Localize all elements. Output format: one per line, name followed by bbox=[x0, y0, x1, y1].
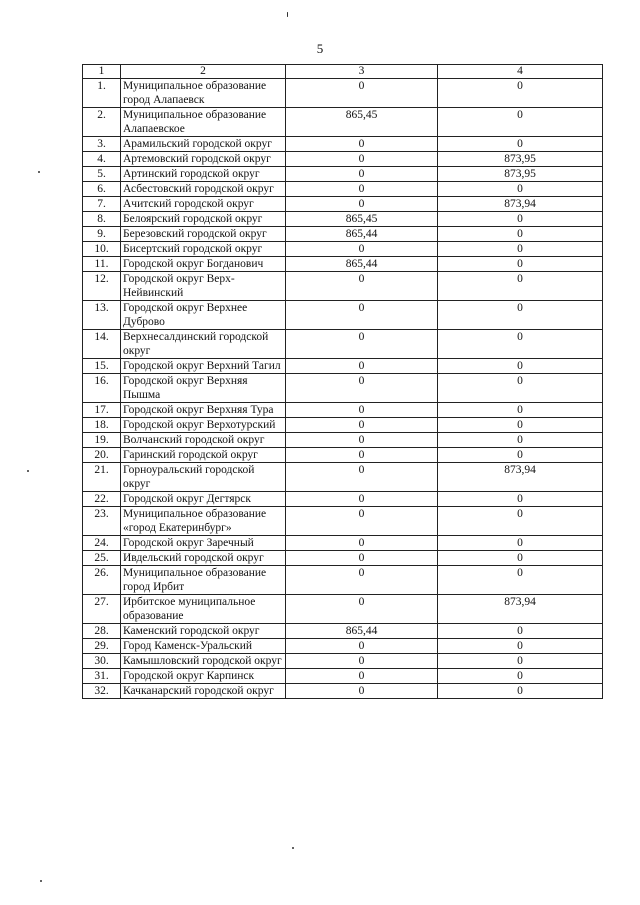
value-col3: 0 bbox=[286, 301, 438, 330]
row-number: 10. bbox=[83, 242, 121, 257]
row-number: 15. bbox=[83, 359, 121, 374]
value-col4: 0 bbox=[438, 272, 603, 301]
row-number: 19. bbox=[83, 433, 121, 448]
table-row bbox=[83, 272, 603, 301]
value-col4: 0 bbox=[438, 448, 603, 463]
table-row bbox=[83, 182, 603, 197]
row-number: 1. bbox=[83, 79, 121, 108]
municipality-name: Белоярский городской округ bbox=[121, 212, 286, 227]
table-row bbox=[83, 463, 603, 492]
value-col3: 0 bbox=[286, 507, 438, 536]
table-row bbox=[83, 492, 603, 507]
municipality-name: Муниципальное образование Алапаевское bbox=[121, 108, 286, 137]
municipality-name: Каменский городской округ bbox=[121, 624, 286, 639]
value-col4: 0 bbox=[438, 654, 603, 669]
value-col4: 0 bbox=[438, 536, 603, 551]
row-number: 17. bbox=[83, 403, 121, 418]
scan-speck bbox=[27, 470, 29, 472]
table-row bbox=[83, 197, 603, 212]
allocation-table bbox=[82, 64, 603, 699]
table-row bbox=[83, 152, 603, 167]
table-row bbox=[83, 418, 603, 433]
header-cell: 3 bbox=[286, 65, 438, 79]
table-row bbox=[83, 536, 603, 551]
municipality-name: Ивдельский городской округ bbox=[121, 551, 286, 566]
row-number: 29. bbox=[83, 639, 121, 654]
row-number: 8. bbox=[83, 212, 121, 227]
value-col3: 0 bbox=[286, 242, 438, 257]
value-col3: 0 bbox=[286, 448, 438, 463]
row-number: 5. bbox=[83, 167, 121, 182]
table-row bbox=[83, 301, 603, 330]
table-row bbox=[83, 507, 603, 536]
value-col4: 0 bbox=[438, 507, 603, 536]
value-col3: 0 bbox=[286, 551, 438, 566]
value-col4: 0 bbox=[438, 403, 603, 418]
value-col3: 0 bbox=[286, 197, 438, 212]
value-col3: 0 bbox=[286, 359, 438, 374]
value-col3: 0 bbox=[286, 137, 438, 152]
value-col3: 865,45 bbox=[286, 108, 438, 137]
row-number: 22. bbox=[83, 492, 121, 507]
row-number: 27. bbox=[83, 595, 121, 624]
municipality-name: Городской округ Верхнее Дуброво bbox=[121, 301, 286, 330]
value-col3: 0 bbox=[286, 272, 438, 301]
header-cell: 2 bbox=[121, 65, 286, 79]
row-number: 31. bbox=[83, 669, 121, 684]
table-row bbox=[83, 433, 603, 448]
row-number: 24. bbox=[83, 536, 121, 551]
row-number: 9. bbox=[83, 227, 121, 242]
municipality-name: Город Каменск-Уральский bbox=[121, 639, 286, 654]
value-col4: 0 bbox=[438, 137, 603, 152]
municipality-name: Городской округ Верх-Нейвинский bbox=[121, 272, 286, 301]
value-col3: 0 bbox=[286, 374, 438, 403]
value-col4: 0 bbox=[438, 212, 603, 227]
municipality-name: Муниципальное образование «город Екатеринбург» bbox=[121, 507, 286, 536]
row-number: 4. bbox=[83, 152, 121, 167]
row-number: 11. bbox=[83, 257, 121, 272]
value-col4: 0 bbox=[438, 257, 603, 272]
municipality-name: Городской округ Верхняя Тура bbox=[121, 403, 286, 418]
table-row bbox=[83, 79, 603, 108]
municipality-name: Городской округ Дегтярск bbox=[121, 492, 286, 507]
row-number: 18. bbox=[83, 418, 121, 433]
scan-speck bbox=[38, 171, 40, 173]
municipality-name: Городской округ Богданович bbox=[121, 257, 286, 272]
value-col4: 0 bbox=[438, 551, 603, 566]
municipality-name: Гаринский городской округ bbox=[121, 448, 286, 463]
value-col4: 0 bbox=[438, 492, 603, 507]
table-header-row bbox=[83, 65, 603, 79]
value-col4: 0 bbox=[438, 684, 603, 699]
value-col4: 0 bbox=[438, 108, 603, 137]
row-number: 14. bbox=[83, 330, 121, 359]
value-col3: 0 bbox=[286, 654, 438, 669]
value-col4: 0 bbox=[438, 433, 603, 448]
value-col3: 0 bbox=[286, 595, 438, 624]
table-row bbox=[83, 330, 603, 359]
table-row bbox=[83, 257, 603, 272]
value-col4: 0 bbox=[438, 669, 603, 684]
value-col3: 0 bbox=[286, 463, 438, 492]
value-col3: 0 bbox=[286, 403, 438, 418]
value-col3: 0 bbox=[286, 669, 438, 684]
row-number: 26. bbox=[83, 566, 121, 595]
value-col3: 0 bbox=[286, 566, 438, 595]
municipality-name: Муниципальное образование город Алапаевск bbox=[121, 79, 286, 108]
municipality-name: Верхнесалдинский городской округ bbox=[121, 330, 286, 359]
row-number: 12. bbox=[83, 272, 121, 301]
municipality-name: Горноуральский городской округ bbox=[121, 463, 286, 492]
value-col3: 865,44 bbox=[286, 227, 438, 242]
row-number: 32. bbox=[83, 684, 121, 699]
row-number: 7. bbox=[83, 197, 121, 212]
table-row bbox=[83, 639, 603, 654]
row-number: 30. bbox=[83, 654, 121, 669]
row-number: 2. bbox=[83, 108, 121, 137]
table-row bbox=[83, 624, 603, 639]
value-col4: 0 bbox=[438, 359, 603, 374]
municipality-name: Ирбитское муниципальное образование bbox=[121, 595, 286, 624]
table-row bbox=[83, 684, 603, 699]
table-row bbox=[83, 669, 603, 684]
table-row bbox=[83, 108, 603, 137]
value-col4: 0 bbox=[438, 418, 603, 433]
municipality-name: Арамильский городской округ bbox=[121, 137, 286, 152]
value-col4: 0 bbox=[438, 639, 603, 654]
row-number: 3. bbox=[83, 137, 121, 152]
municipality-name: Городской округ Заречный bbox=[121, 536, 286, 551]
value-col4: 0 bbox=[438, 301, 603, 330]
row-number: 20. bbox=[83, 448, 121, 463]
value-col4: 873,94 bbox=[438, 197, 603, 212]
municipality-name: Муниципальное образование город Ирбит bbox=[121, 566, 286, 595]
page-number: 5 bbox=[316, 41, 324, 56]
municipality-name: Асбестовский городской округ bbox=[121, 182, 286, 197]
municipality-name: Городской округ Верхний Тагил bbox=[121, 359, 286, 374]
table-row bbox=[83, 359, 603, 374]
value-col3: 0 bbox=[286, 536, 438, 551]
table-row bbox=[83, 654, 603, 669]
value-col3: 865,45 bbox=[286, 212, 438, 227]
header-cell: 1 bbox=[83, 65, 121, 79]
municipality-name: Артемовский городской округ bbox=[121, 152, 286, 167]
table-row bbox=[83, 167, 603, 182]
value-col4: 0 bbox=[438, 330, 603, 359]
table-row bbox=[83, 566, 603, 595]
value-col4: 0 bbox=[438, 79, 603, 108]
value-col3: 0 bbox=[286, 639, 438, 654]
value-col4: 0 bbox=[438, 182, 603, 197]
municipality-name: Артинский городской округ bbox=[121, 167, 286, 182]
row-number: 28. bbox=[83, 624, 121, 639]
value-col3: 0 bbox=[286, 433, 438, 448]
table-row bbox=[83, 403, 603, 418]
value-col4: 873,95 bbox=[438, 167, 603, 182]
municipality-name: Камышловский городской округ bbox=[121, 654, 286, 669]
municipality-name: Городской округ Верхотурский bbox=[121, 418, 286, 433]
table-row bbox=[83, 242, 603, 257]
value-col3: 0 bbox=[286, 418, 438, 433]
value-col3: 0 bbox=[286, 152, 438, 167]
value-col4: 0 bbox=[438, 374, 603, 403]
value-col3: 0 bbox=[286, 684, 438, 699]
table-row bbox=[83, 227, 603, 242]
municipality-name: Ачитский городской округ bbox=[121, 197, 286, 212]
municipality-name: Бисертский городской округ bbox=[121, 242, 286, 257]
municipality-name: Качканарский городской округ bbox=[121, 684, 286, 699]
table-row bbox=[83, 595, 603, 624]
value-col3: 0 bbox=[286, 182, 438, 197]
row-number: 23. bbox=[83, 507, 121, 536]
row-number: 25. bbox=[83, 551, 121, 566]
municipality-name: Березовский городской округ bbox=[121, 227, 286, 242]
value-col4: 873,94 bbox=[438, 463, 603, 492]
value-col3: 0 bbox=[286, 492, 438, 507]
value-col3: 0 bbox=[286, 79, 438, 108]
scan-speck bbox=[40, 880, 42, 882]
table-row bbox=[83, 137, 603, 152]
value-col4: 873,95 bbox=[438, 152, 603, 167]
row-number: 6. bbox=[83, 182, 121, 197]
value-col3: 0 bbox=[286, 330, 438, 359]
value-col3: 865,44 bbox=[286, 257, 438, 272]
table-body bbox=[83, 65, 603, 699]
table-row bbox=[83, 212, 603, 227]
value-col4: 0 bbox=[438, 624, 603, 639]
value-col4: 0 bbox=[438, 227, 603, 242]
table-row bbox=[83, 551, 603, 566]
value-col3: 865,44 bbox=[286, 624, 438, 639]
table-row bbox=[83, 448, 603, 463]
header-cell: 4 bbox=[438, 65, 603, 79]
scan-speck bbox=[292, 847, 294, 849]
value-col4: 0 bbox=[438, 242, 603, 257]
value-col3: 0 bbox=[286, 167, 438, 182]
municipality-name: Городской округ Карпинск bbox=[121, 669, 286, 684]
row-number: 13. bbox=[83, 301, 121, 330]
scan-speck bbox=[287, 12, 288, 17]
row-number: 16. bbox=[83, 374, 121, 403]
row-number: 21. bbox=[83, 463, 121, 492]
table-row bbox=[83, 374, 603, 403]
value-col4: 0 bbox=[438, 566, 603, 595]
value-col4: 873,94 bbox=[438, 595, 603, 624]
municipality-name: Городской округ Верхняя Пышма bbox=[121, 374, 286, 403]
municipality-name: Волчанский городской округ bbox=[121, 433, 286, 448]
